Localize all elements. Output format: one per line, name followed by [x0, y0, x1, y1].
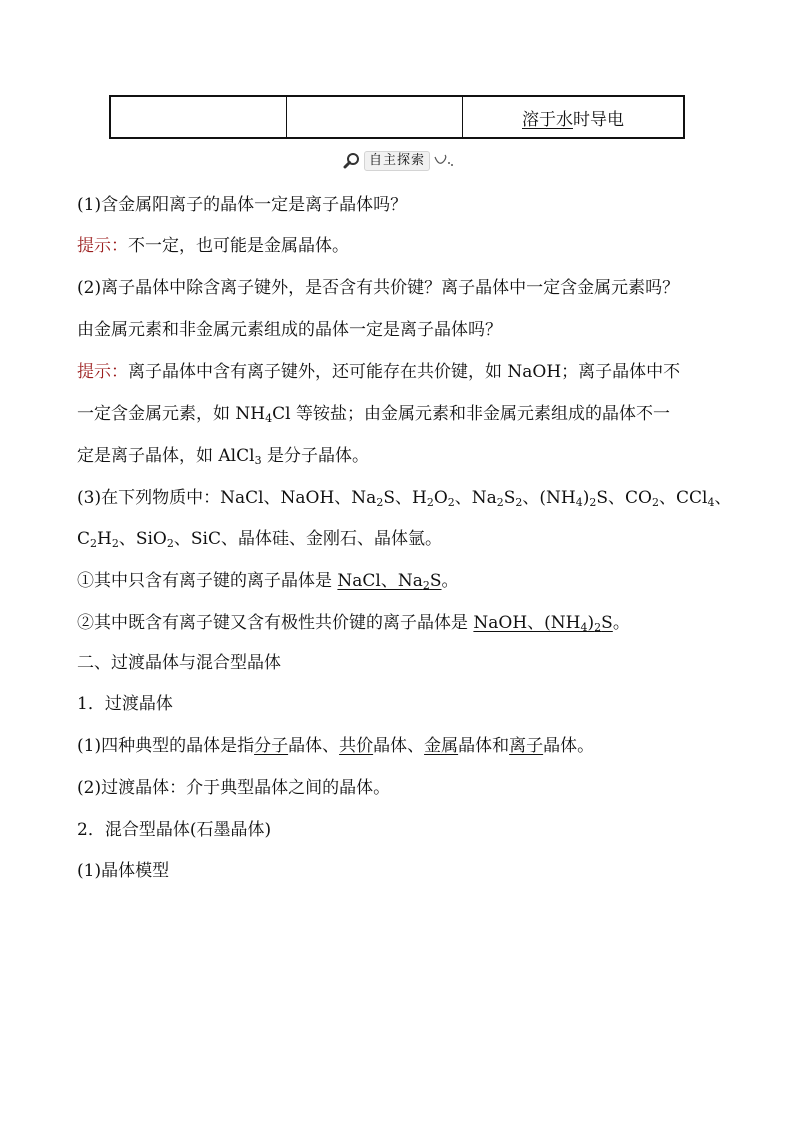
- text: 、Na: [454, 488, 497, 508]
- paragraph-1: [77, 735, 727, 757]
- text: ): [587, 613, 595, 633]
- subscript: 2: [166, 537, 174, 550]
- text: H: [97, 529, 112, 549]
- text: 、(NH: [522, 488, 576, 508]
- text: NaCl、Na: [337, 571, 423, 591]
- paragraph-3: (1)晶体模型: [77, 861, 170, 881]
- table-cell-2: [287, 96, 463, 138]
- subscript: 2: [447, 496, 455, 509]
- swirl-decoration-icon: [433, 153, 455, 169]
- text: 是分子晶体。: [261, 446, 369, 466]
- text: S: [429, 571, 442, 591]
- question-2-line-1: (2)离子晶体中除含离子键外，是否含有共价键？离子晶体中一定含金属元素吗？: [77, 278, 680, 298]
- subscript: 4: [265, 412, 273, 425]
- hint-label: 提示：: [77, 362, 128, 382]
- subsection-1-heading: 1．过渡晶体: [77, 694, 173, 714]
- hint-2-line-3: [77, 445, 727, 467]
- text: 晶体、: [373, 736, 425, 756]
- badge-label: 自主探索: [364, 151, 430, 171]
- underlined-answer: 共价: [339, 736, 374, 756]
- text: S、H: [383, 488, 427, 508]
- underlined-answer: 金属: [424, 736, 459, 756]
- text: 晶体、: [288, 736, 340, 756]
- summary-table-row: [109, 95, 685, 139]
- magnifier-icon: [343, 152, 361, 170]
- subscript: 2: [589, 496, 597, 509]
- text: C: [77, 529, 91, 549]
- text: NaOH、(NH: [473, 613, 581, 633]
- self-explore-badge: [343, 151, 455, 171]
- text: O: [433, 488, 448, 508]
- question-3-line-1: [77, 487, 732, 509]
- section-2-heading: 二、过渡晶体与混合型晶体: [77, 653, 281, 673]
- hint-text: 不一定，也可能是金属晶体。: [128, 236, 349, 256]
- text: ②其中既含有离子键又含有极性共价键的离子晶体是: [77, 613, 474, 633]
- subsection-2-heading: 2．混合型晶体(石墨晶体): [77, 820, 272, 840]
- question-2-line-2: 由金属元素和非金属元素组成的晶体一定是离子晶体吗？: [77, 320, 502, 340]
- text: 、SiC、晶体硅、金刚石、晶体氩。: [173, 529, 442, 549]
- question-3-line-2: [77, 528, 727, 550]
- subscript: 2: [90, 537, 98, 550]
- subscript: 4: [580, 621, 588, 634]
- hint-2-line-1: [77, 361, 727, 383]
- answer-3-1: [77, 570, 727, 592]
- text: 、SiO: [118, 529, 167, 549]
- text: (3)在下列物质中：NaCl、NaOH、Na: [77, 488, 377, 508]
- underlined-answer: 溶于水: [522, 109, 573, 130]
- text: 晶体。: [543, 736, 595, 756]
- cell-text: 时导电: [573, 109, 624, 130]
- table-row: [110, 96, 684, 138]
- subscript: 2: [652, 496, 659, 509]
- text: 一定含金属元素，如 NH: [77, 404, 266, 424]
- subscript: 4: [707, 496, 715, 509]
- question-1: (1)含金属阳离子的晶体一定是离子晶体吗？: [77, 195, 408, 215]
- text: Cl 等铵盐；由金属元素和非金属元素组成的晶体不一: [272, 404, 670, 424]
- text: S: [601, 613, 613, 633]
- hint-text: 离子晶体中含有离子键外，还可能存在共价键，如 NaOH；离子晶体中不: [128, 362, 681, 382]
- text: ①其中只含有离子键的离子晶体是: [77, 571, 338, 591]
- table-cell-1: [110, 96, 287, 138]
- text: ): [582, 488, 590, 508]
- subscript: 4: [575, 496, 583, 509]
- subscript: 3: [254, 454, 262, 467]
- subscript: 2: [594, 621, 602, 634]
- table-cell-3: [463, 96, 685, 138]
- text: S: [503, 488, 516, 508]
- text: 。: [441, 571, 459, 591]
- text: 晶体和: [458, 736, 510, 756]
- subscript: 2: [376, 496, 384, 509]
- hint-1: [77, 235, 727, 257]
- underlined-answer: 离子: [509, 736, 544, 756]
- subscript: 2: [496, 496, 504, 509]
- hint-2-line-2: [77, 403, 727, 425]
- subscript: 2: [515, 496, 523, 509]
- text: 定是离子晶体，如 AlCl: [77, 446, 255, 466]
- paragraph-2: (2)过渡晶体：介于典型晶体之间的晶体。: [77, 778, 391, 798]
- text: 。: [612, 613, 630, 633]
- underlined-answer: [473, 613, 612, 633]
- subscript: 2: [111, 537, 119, 550]
- text: (1)四种典型的晶体是指: [77, 736, 255, 756]
- text: S、CO: [596, 488, 652, 508]
- underlined-answer: [337, 571, 441, 591]
- answer-3-2: [77, 612, 727, 634]
- hint-label: 提示：: [77, 236, 128, 256]
- subscript: 2: [426, 496, 434, 509]
- subscript: 2: [422, 579, 430, 592]
- underlined-answer: 分子: [254, 736, 289, 756]
- text: 、CCl: [659, 488, 708, 508]
- text: 、: [714, 488, 732, 508]
